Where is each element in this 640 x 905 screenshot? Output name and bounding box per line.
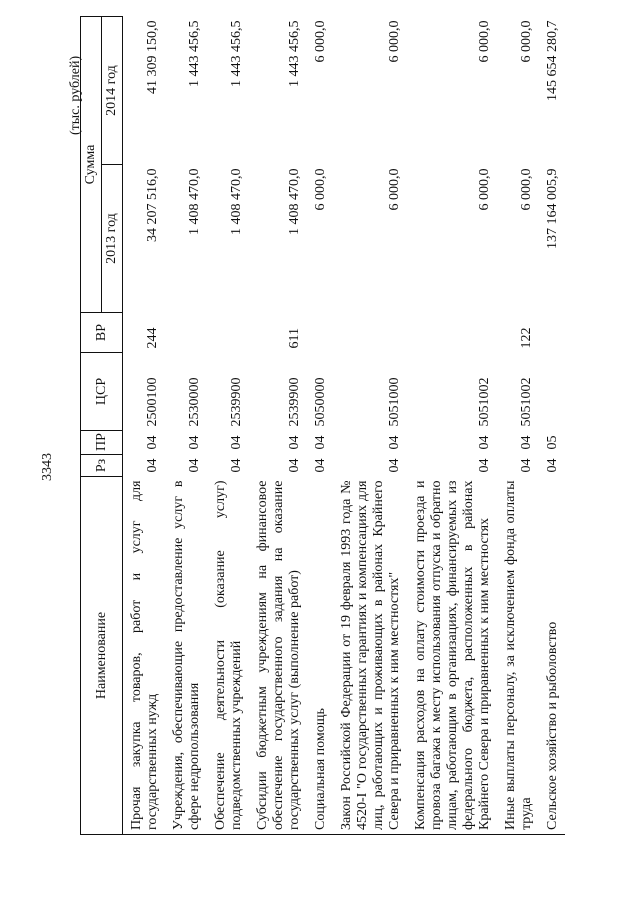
- row-rz-cell: 04: [387, 458, 402, 473]
- row-sum-2014-cell: 6 000,0: [387, 20, 402, 63]
- row-name-cell: Субсидии бюджетным учреждениям на финансовое обеспечение государственного задания на оказание государственных услуг (выполнение работ): [249, 477, 307, 835]
- row-rz-cell: 04: [519, 458, 534, 473]
- row-sum-2014-cell: 41 309 150,0: [145, 20, 160, 94]
- row-csr-cell: 2539900: [229, 377, 244, 427]
- row-vr-cell: [165, 313, 207, 353]
- row-sum-2014-cell: 145 654 280,7: [545, 20, 560, 101]
- row-pr-cell: 04: [313, 435, 328, 450]
- row-vr-cell: [539, 313, 565, 353]
- row-csr-cell: 5051002: [477, 377, 492, 427]
- row-sum-2013-cell: 1 408 470,0: [287, 168, 302, 235]
- row-pr-cell: 04: [519, 435, 534, 450]
- header-pr: ПР: [81, 431, 123, 455]
- row-pr-cell: 04: [229, 435, 244, 450]
- row-pr-cell: 04: [477, 435, 492, 450]
- row-vr-cell: [307, 313, 333, 353]
- row-pr-cell: 04: [387, 435, 402, 450]
- row-vr-cell: [207, 313, 249, 353]
- row-pr-cell: 05: [545, 435, 560, 450]
- table-row: [207, 17, 249, 835]
- table-row: [165, 17, 207, 835]
- row-pr-cell: 04: [287, 435, 302, 450]
- row-sum-2013-cell: 6 000,0: [387, 168, 402, 211]
- row-sum-2013-cell: 6 000,0: [519, 168, 534, 211]
- row-pr-cell: 04: [187, 435, 202, 450]
- header-csr: ЦСР: [81, 353, 123, 431]
- row-rz-cell: 04: [313, 458, 328, 473]
- table-body: [123, 17, 566, 835]
- row-name-cell: Учреждения, обеспечивающие предоставление услуг в сфере недропользования: [165, 477, 207, 835]
- table-row: [249, 17, 307, 835]
- header-rz: Рз: [81, 455, 123, 477]
- row-name-cell: Сельское хозяйство и рыболовство: [539, 477, 565, 835]
- page-number: 3343: [40, 453, 55, 481]
- table-row: [307, 17, 333, 835]
- row-sum-2013-cell: 1 408 470,0: [187, 168, 202, 235]
- row-name-cell: Компенсация расходов на оплату стоимости проезда и провоза багажа к месту использования отпуска и обратно лицам, работающим в организациях, финансируемых из федерального бюджета, расположенных в районах Крайнего Севера и приравненных к ним местностях: [407, 477, 497, 835]
- row-rz-cell: 04: [287, 458, 302, 473]
- row-sum-2014-cell: 6 000,0: [477, 20, 492, 63]
- header-sum: Сумма: [81, 17, 102, 313]
- row-name-cell: Прочая закупка товаров, работ и услуг для государственных нужд: [123, 477, 166, 835]
- header-name: Наименование: [81, 477, 123, 835]
- row-vr-cell: 244: [145, 327, 160, 349]
- row-rz-cell: 04: [229, 458, 244, 473]
- table-row: [539, 17, 565, 835]
- header-vr: ВР: [81, 313, 123, 353]
- row-sum-2013-cell: 137 164 005,9: [545, 168, 560, 249]
- row-name-cell: Социальная помощь: [307, 477, 333, 835]
- row-csr-cell: 2539900: [287, 377, 302, 427]
- row-sum-2013-cell: 34 207 516,0: [145, 168, 160, 242]
- table-row: [407, 17, 497, 835]
- row-sum-2014-cell: 6 000,0: [519, 20, 534, 63]
- row-rz-cell: 04: [545, 458, 560, 473]
- table-row: [497, 17, 539, 835]
- row-sum-2013-cell: 1 408 470,0: [229, 168, 244, 235]
- header-year-2013: 2013 год: [102, 165, 123, 313]
- row-pr-cell: 04: [145, 435, 160, 450]
- row-name-cell: Обеспечение деятельности (оказание услуг) подведомственных учреждений: [207, 477, 249, 835]
- row-rz-cell: 04: [477, 458, 492, 473]
- row-csr-cell: 5051000: [387, 377, 402, 427]
- row-name-cell: Иные выплаты персоналу, за исключением фонда оплаты труда: [497, 477, 539, 835]
- row-vr-cell: 122: [519, 327, 534, 349]
- table-row: [333, 17, 407, 835]
- row-sum-2014-cell: 1 443 456,5: [287, 20, 302, 87]
- row-sum-2014-cell: 1 443 456,5: [187, 20, 202, 87]
- row-vr-cell: [333, 313, 407, 353]
- budget-table: [80, 16, 565, 835]
- row-csr-cell: 2530000: [187, 377, 202, 427]
- row-csr-cell: 5050000: [313, 377, 328, 427]
- row-csr-cell: 2500100: [145, 377, 160, 427]
- row-vr-cell: [407, 313, 497, 353]
- row-sum-2013-cell: 6 000,0: [477, 168, 492, 211]
- row-name-cell: Закон Российской Федерации от 19 февраля 1993 года № 4520-I "О государственных гарантиях и компенсациях для лиц, работающих и проживающих в районах Крайнего Севера и приравненных к ним местностях": [333, 477, 407, 835]
- row-sum-2013-cell: 6 000,0: [313, 168, 328, 211]
- row-csr-cell: 5051002: [519, 377, 534, 427]
- table-row: [123, 17, 166, 835]
- header-year-2014: 2014 год: [102, 17, 123, 165]
- units-label: (тыс. рублей): [68, 55, 83, 135]
- row-rz-cell: 04: [187, 458, 202, 473]
- row-rz-cell: 04: [145, 458, 160, 473]
- row-sum-2014-cell: 6 000,0: [313, 20, 328, 63]
- row-csr-cell: [539, 353, 565, 431]
- row-vr-cell: 611: [287, 328, 302, 349]
- row-sum-2014-cell: 1 443 456,5: [229, 20, 244, 87]
